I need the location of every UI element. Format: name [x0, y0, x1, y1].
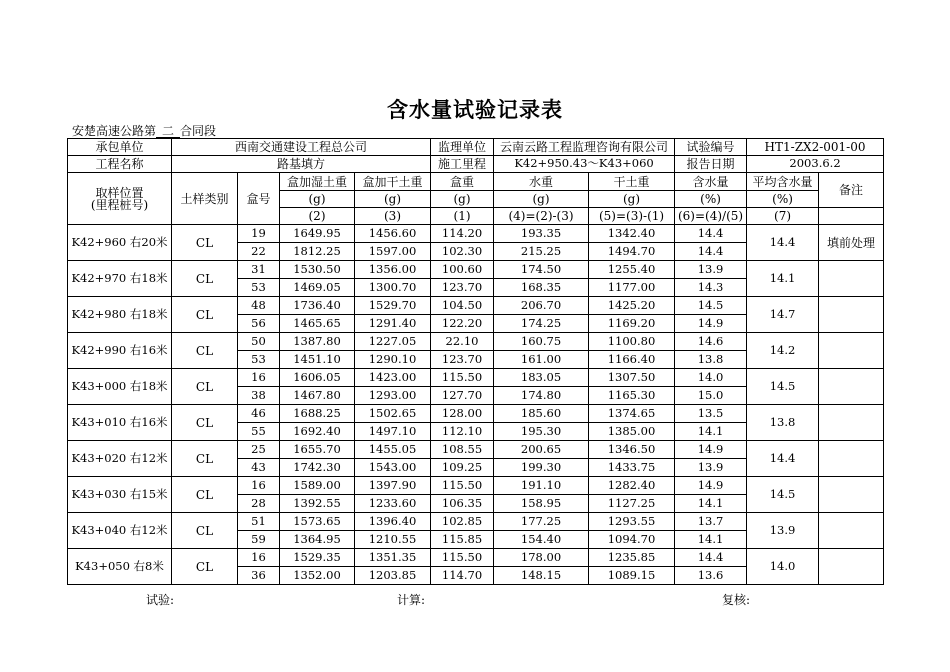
sample-location: K43+020 右12米: [68, 441, 172, 477]
wet-cell: 1392.55: [280, 495, 355, 513]
soil-type: CL: [172, 405, 238, 441]
water-formula: (4)=(2)-(3): [494, 208, 589, 225]
dry-cell: 1502.65: [355, 405, 431, 423]
water-header: 水重: [494, 173, 589, 191]
water-cell: 200.65: [494, 441, 589, 459]
soil-type: CL: [172, 369, 238, 405]
moisture-cell: 14.6: [675, 333, 747, 351]
water-cell: 174.80: [494, 387, 589, 405]
dry-unit: (g): [355, 191, 431, 208]
water-cell: 177.25: [494, 513, 589, 531]
avg-moisture-cell: 13.9: [747, 513, 819, 549]
dry-soil-header: 干土重: [589, 173, 675, 191]
wet-cell: 1649.95: [280, 225, 355, 243]
subtitle-suffix: 合同段: [180, 124, 217, 138]
moisture-cell: 13.6: [675, 567, 747, 585]
dry-cell: 1203.85: [355, 567, 431, 585]
dry-cell: 1291.40: [355, 315, 431, 333]
avg-moisture-cell: 14.5: [747, 369, 819, 405]
contract-section-line: [72, 122, 216, 139]
avg-moisture-header: 平均含水量: [747, 173, 819, 191]
water-cell: 193.35: [494, 225, 589, 243]
dry-soil-cell: 1425.20: [589, 297, 675, 315]
wet-cell: 1469.05: [280, 279, 355, 297]
water-cell: 195.30: [494, 423, 589, 441]
water-cell: 160.75: [494, 333, 589, 351]
moisture-cell: 13.5: [675, 405, 747, 423]
moisture-cell: 13.7: [675, 513, 747, 531]
box-cell: 46: [238, 405, 280, 423]
box-wt-cell: 102.30: [431, 243, 494, 261]
moisture-cell: 14.0: [675, 369, 747, 387]
moisture-cell: 14.4: [675, 225, 747, 243]
box-cell: 16: [238, 477, 280, 495]
sample-location: K42+990 右16米: [68, 333, 172, 369]
wet-cell: 1530.50: [280, 261, 355, 279]
moisture-cell: 14.3: [675, 279, 747, 297]
water-cell: 191.10: [494, 477, 589, 495]
box-wt-cell: 115.50: [431, 369, 494, 387]
wet-cell: 1364.95: [280, 531, 355, 549]
water-cell: 183.05: [494, 369, 589, 387]
water-cell: 215.25: [494, 243, 589, 261]
moisture-cell: 15.0: [675, 387, 747, 405]
dry-cell: 1351.35: [355, 549, 431, 567]
box-cell: 53: [238, 279, 280, 297]
box-wt-cell: 127.70: [431, 387, 494, 405]
info-row-2: [68, 156, 884, 173]
table-row: [68, 333, 884, 351]
box-wt-cell: 114.20: [431, 225, 494, 243]
box-cell: 56: [238, 315, 280, 333]
box-wt-cell: 128.00: [431, 405, 494, 423]
box-header: 盒号: [238, 173, 280, 225]
box-wt-cell: 104.50: [431, 297, 494, 315]
dry-soil-cell: 1374.65: [589, 405, 675, 423]
dry-soil-cell: 1342.40: [589, 225, 675, 243]
moisture-cell: 14.9: [675, 477, 747, 495]
calculator-signature: 计算:: [397, 593, 426, 607]
wet-cell: 1742.30: [280, 459, 355, 477]
avg-moisture-formula: (7): [747, 208, 819, 225]
table-row: [68, 369, 884, 387]
box-wt-cell: 123.70: [431, 279, 494, 297]
avg-moisture-cell: 14.1: [747, 261, 819, 297]
supervisor-value: 云南云路工程监理咨询有限公司: [494, 139, 675, 156]
table-row: [68, 261, 884, 279]
wet-cell: 1589.00: [280, 477, 355, 495]
remark-cell: [819, 513, 884, 549]
dry-cell: 1597.00: [355, 243, 431, 261]
moisture-cell: 14.4: [675, 549, 747, 567]
sample-location: K43+000 右18米: [68, 369, 172, 405]
mileage-label: 施工里程: [431, 156, 494, 173]
water-cell: 174.50: [494, 261, 589, 279]
box-cell: 53: [238, 351, 280, 369]
document-title: 含水量试验记录表: [387, 97, 563, 122]
dry-cell: 1456.60: [355, 225, 431, 243]
water-cell: 178.00: [494, 549, 589, 567]
remark-cell: [819, 405, 884, 441]
project-value: 路基填方: [172, 156, 431, 173]
avg-moisture-cell: 14.4: [747, 441, 819, 477]
sample-location: K43+010 右16米: [68, 405, 172, 441]
avg-moisture-cell: 14.4: [747, 225, 819, 261]
water-cell: 206.70: [494, 297, 589, 315]
dry-soil-cell: 1385.00: [589, 423, 675, 441]
dry-soil-cell: 1166.40: [589, 351, 675, 369]
sample-location: K43+030 右15米: [68, 477, 172, 513]
wet-cell: 1573.65: [280, 513, 355, 531]
remark-cell: 填前处理: [819, 225, 884, 261]
wet-cell: 1688.25: [280, 405, 355, 423]
wet-cell: 1692.40: [280, 423, 355, 441]
date-value: 2003.6.2: [747, 156, 884, 173]
wet-cell: 1812.25: [280, 243, 355, 261]
contractor-label: 承包单位: [68, 139, 172, 156]
dry-soil-cell: 1169.20: [589, 315, 675, 333]
water-cell: 158.95: [494, 495, 589, 513]
dry-cell: 1290.10: [355, 351, 431, 369]
box-cell: 43: [238, 459, 280, 477]
dry-soil-cell: 1094.70: [589, 531, 675, 549]
box-cell: 55: [238, 423, 280, 441]
wet-cell: 1467.80: [280, 387, 355, 405]
box-wt-cell: 109.25: [431, 459, 494, 477]
sample-location: K42+980 右18米: [68, 297, 172, 333]
wet-cell: 1655.70: [280, 441, 355, 459]
water-cell: 185.60: [494, 405, 589, 423]
moisture-cell: 14.1: [675, 423, 747, 441]
water-cell: 199.30: [494, 459, 589, 477]
avg-moisture-unit: (%): [747, 191, 819, 208]
dry-cell: 1396.40: [355, 513, 431, 531]
reviewer-signature: 复核:: [722, 593, 751, 607]
box-wt-cell: 112.10: [431, 423, 494, 441]
soil-type: CL: [172, 441, 238, 477]
dry-soil-cell: 1165.30: [589, 387, 675, 405]
dry-soil-cell: 1100.80: [589, 333, 675, 351]
dry-soil-cell: 1255.40: [589, 261, 675, 279]
location-header-label: 取样位置: [95, 185, 144, 200]
wet-cell: 1465.65: [280, 315, 355, 333]
remark-header: 备注: [819, 173, 884, 208]
soil-type: CL: [172, 477, 238, 513]
water-cell: 161.00: [494, 351, 589, 369]
remark-cell: [819, 297, 884, 333]
wet-cell: 1529.35: [280, 549, 355, 567]
water-cell: 154.40: [494, 531, 589, 549]
remark-cell: [819, 477, 884, 513]
box-cell: 51: [238, 513, 280, 531]
dry-soil-cell: 1433.75: [589, 459, 675, 477]
remark-formula-blank: [819, 208, 884, 225]
table-row: [68, 405, 884, 423]
box-cell: 38: [238, 387, 280, 405]
soil-type: CL: [172, 513, 238, 549]
avg-moisture-cell: 14.0: [747, 549, 819, 585]
dry-cell: 1529.70: [355, 297, 431, 315]
header-row-names: [68, 173, 884, 191]
wet-cell: 1451.10: [280, 351, 355, 369]
moisture-formula: (6)=(4)/(5): [675, 208, 747, 225]
box-cell: 16: [238, 549, 280, 567]
dry-soil-cell: 1177.00: [589, 279, 675, 297]
moisture-cell: 14.9: [675, 315, 747, 333]
moisture-cell: 13.9: [675, 459, 747, 477]
avg-moisture-cell: 14.5: [747, 477, 819, 513]
moisture-unit: (%): [675, 191, 747, 208]
dry-cell: 1300.70: [355, 279, 431, 297]
box-weight-formula: (1): [431, 208, 494, 225]
box-cell: 59: [238, 531, 280, 549]
test-no-label: 试验编号: [675, 139, 747, 156]
wet-cell: 1736.40: [280, 297, 355, 315]
box-weight-unit: (g): [431, 191, 494, 208]
dry-soil-cell: 1127.25: [589, 495, 675, 513]
box-wt-cell: 106.35: [431, 495, 494, 513]
box-wt-cell: 115.50: [431, 549, 494, 567]
table-row: [68, 441, 884, 459]
box-cell: 48: [238, 297, 280, 315]
table-row: [68, 513, 884, 531]
soil-type: CL: [172, 225, 238, 261]
dry-formula: (3): [355, 208, 431, 225]
dry-cell: 1293.00: [355, 387, 431, 405]
box-cell: 31: [238, 261, 280, 279]
box-wt-cell: 100.60: [431, 261, 494, 279]
box-cell: 50: [238, 333, 280, 351]
dry-soil-formula: (5)=(3)-(1): [589, 208, 675, 225]
soil-header: 土样类别: [172, 173, 238, 225]
box-weight-header: 盒重: [431, 173, 494, 191]
box-wt-cell: 108.55: [431, 441, 494, 459]
dry-soil-cell: 1235.85: [589, 549, 675, 567]
dry-soil-cell: 1089.15: [589, 567, 675, 585]
soil-type: CL: [172, 261, 238, 297]
box-wt-cell: 102.85: [431, 513, 494, 531]
wet-unit: (g): [280, 191, 355, 208]
dry-soil-cell: 1307.50: [589, 369, 675, 387]
soil-type: CL: [172, 297, 238, 333]
dry-cell: 1497.10: [355, 423, 431, 441]
dry-soil-unit: (g): [589, 191, 675, 208]
supervisor-label: 监理单位: [431, 139, 494, 156]
remark-cell: [819, 369, 884, 405]
moisture-header: 含水量: [675, 173, 747, 191]
moisture-cell: 13.8: [675, 351, 747, 369]
moisture-cell: 14.1: [675, 495, 747, 513]
table-row: [68, 477, 884, 495]
table-row: [68, 225, 884, 243]
box-wt-cell: 123.70: [431, 351, 494, 369]
location-header-sub: (里程桩号): [90, 197, 149, 212]
avg-moisture-cell: 14.7: [747, 297, 819, 333]
box-cell: 22: [238, 243, 280, 261]
info-row-1: [68, 139, 884, 156]
moisture-cell: 14.1: [675, 531, 747, 549]
box-cell: 36: [238, 567, 280, 585]
water-unit: (g): [494, 191, 589, 208]
dry-cell: 1423.00: [355, 369, 431, 387]
wet-cell: 1352.00: [280, 567, 355, 585]
moisture-cell: 13.9: [675, 261, 747, 279]
dry-cell: 1397.90: [355, 477, 431, 495]
wet-header: 盒加湿土重: [280, 173, 355, 191]
avg-moisture-cell: 13.8: [747, 405, 819, 441]
wet-cell: 1606.05: [280, 369, 355, 387]
contractor-value: 西南交通建设工程总公司: [172, 139, 431, 156]
dry-cell: 1227.05: [355, 333, 431, 351]
wet-formula: (2): [280, 208, 355, 225]
table-row: [68, 549, 884, 567]
water-cell: 174.25: [494, 315, 589, 333]
moisture-cell: 14.4: [675, 243, 747, 261]
dry-cell: 1543.00: [355, 459, 431, 477]
moisture-cell: 14.9: [675, 441, 747, 459]
moisture-cell: 14.5: [675, 297, 747, 315]
box-wt-cell: 115.85: [431, 531, 494, 549]
tester-signature: 试验:: [146, 593, 175, 607]
sample-location: K43+040 右12米: [68, 513, 172, 549]
box-cell: 19: [238, 225, 280, 243]
moisture-test-table: [67, 138, 884, 585]
dry-soil-cell: 1293.55: [589, 513, 675, 531]
dry-header: 盒加干土重: [355, 173, 431, 191]
dry-cell: 1455.05: [355, 441, 431, 459]
test-no-value: HT1-ZX2-001-00: [747, 139, 884, 156]
section-number: 二: [156, 125, 180, 138]
soil-type: CL: [172, 333, 238, 369]
dry-cell: 1233.60: [355, 495, 431, 513]
sample-location: K43+050 右8米: [68, 549, 172, 585]
box-wt-cell: 115.50: [431, 477, 494, 495]
water-cell: 168.35: [494, 279, 589, 297]
subtitle-prefix: 安楚高速公路第: [72, 124, 157, 138]
remark-cell: [819, 261, 884, 297]
soil-type: CL: [172, 549, 238, 585]
remark-cell: [819, 441, 884, 477]
mileage-value: K42+950.43～K43+060: [494, 156, 675, 173]
location-header: [68, 173, 172, 225]
box-wt-cell: 22.10: [431, 333, 494, 351]
dry-soil-cell: 1494.70: [589, 243, 675, 261]
sample-location: K42+970 右18米: [68, 261, 172, 297]
dry-cell: 1356.00: [355, 261, 431, 279]
sample-location: K42+960 右20米: [68, 225, 172, 261]
project-label: 工程名称: [68, 156, 172, 173]
box-cell: 28: [238, 495, 280, 513]
wet-cell: 1387.80: [280, 333, 355, 351]
remark-cell: [819, 333, 884, 369]
box-wt-cell: 114.70: [431, 567, 494, 585]
box-wt-cell: 122.20: [431, 315, 494, 333]
table-row: [68, 297, 884, 315]
date-label: 报告日期: [675, 156, 747, 173]
remark-cell: [819, 549, 884, 585]
box-cell: 25: [238, 441, 280, 459]
dry-cell: 1210.55: [355, 531, 431, 549]
dry-soil-cell: 1346.50: [589, 441, 675, 459]
water-cell: 148.15: [494, 567, 589, 585]
avg-moisture-cell: 14.2: [747, 333, 819, 369]
dry-soil-cell: 1282.40: [589, 477, 675, 495]
box-cell: 16: [238, 369, 280, 387]
